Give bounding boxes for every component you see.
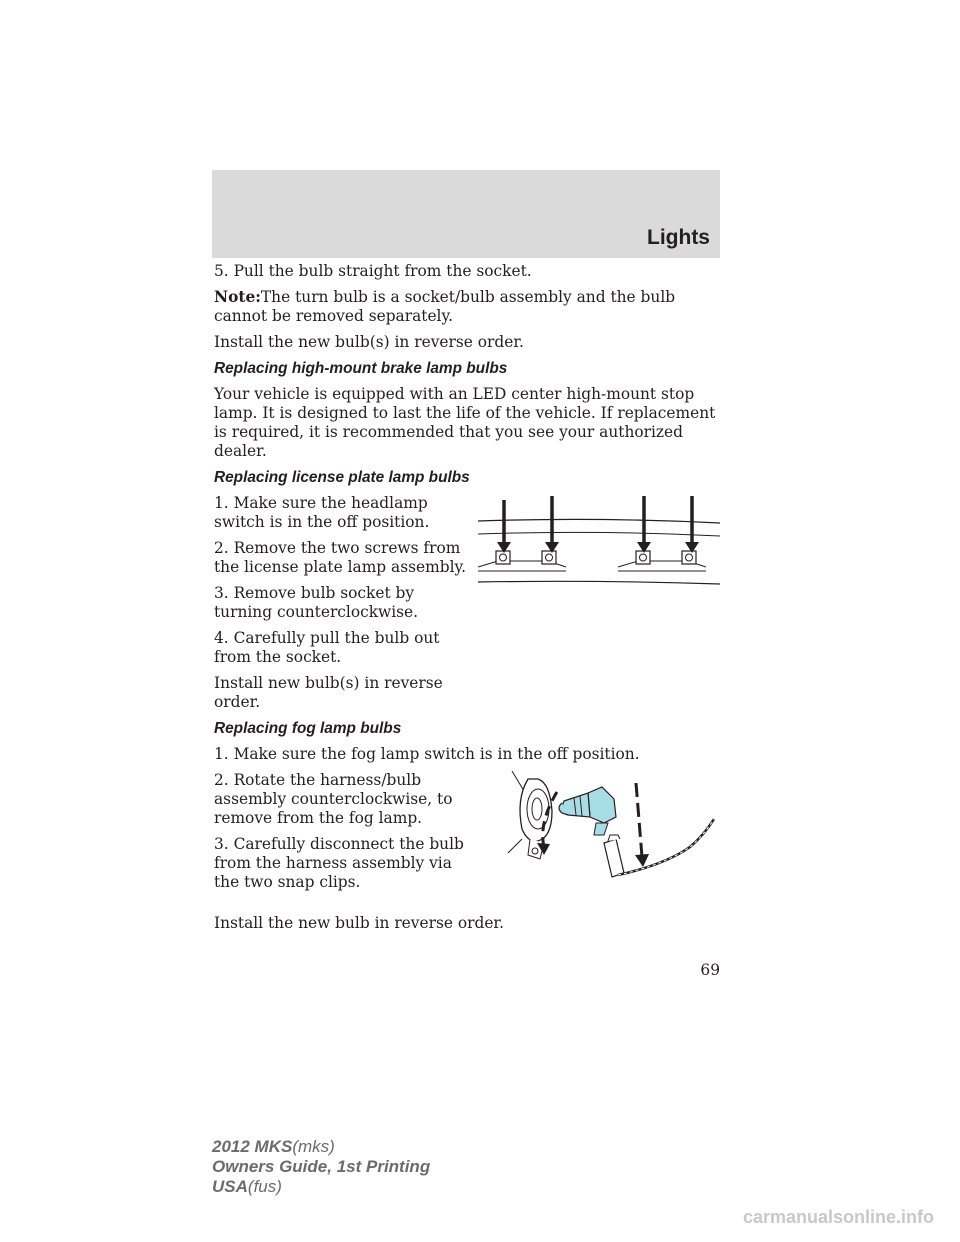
license-plate-section	[214, 494, 722, 712]
license-step: 1. Make sure the headlamp switch is in the off position.	[214, 494, 430, 531]
fog-lamp-illustration	[504, 765, 726, 895]
watermark: carmanualsonline.info	[742, 1207, 934, 1227]
fog-step: 1. Make sure the fog lamp switch is in the off position.	[214, 745, 640, 763]
footer-line-printing	[212, 1157, 430, 1177]
license-plate-lamp-illustration	[476, 492, 722, 612]
license-step: Install new bulb(s) in reverse order.	[214, 674, 443, 711]
page-content	[214, 262, 722, 940]
note-label: Note:	[214, 288, 261, 306]
heading-high-mount-brake: Replacing high-mount brake lamp bulbs	[214, 360, 508, 377]
fog-step: 2. Rotate the harness/bulb assembly counterclockwise, to remove from the fog lamp.	[214, 771, 453, 827]
footer-line-market	[212, 1177, 430, 1197]
section-title: Lights	[647, 226, 710, 249]
note-text: The turn bulb is a socket/bulb assembly and the bulb cannot be removed separately.	[214, 288, 676, 325]
footer-market-code: (fus)	[247, 1177, 282, 1196]
paragraph-pull-bulb: 5. Pull the bulb straight from the socket.	[214, 262, 532, 280]
license-step: 4. Carefully pull the bulb out from the socket.	[214, 629, 440, 666]
footer-printing: Owners Guide, 1st Printing	[212, 1157, 431, 1176]
page-number: 69	[700, 961, 720, 979]
fog-step: 3. Carefully disconnect the bulb from the harness assembly via the two snap clips.	[214, 835, 464, 891]
paragraph-high-mount: Your vehicle is equipped with an LED center high-mount stop lamp. It is designed to last the life of the vehicle. If replacement is required, it is recommended that you see your authorized dealer.	[214, 385, 716, 460]
fog-lamp-section	[214, 771, 722, 933]
note-paragraph	[214, 288, 722, 326]
section-header-band	[212, 170, 720, 258]
license-step: 3. Remove bulb socket by turning counterclockwise.	[214, 584, 419, 621]
fog-install-paragraph: Install the new bulb in reverse order.	[214, 914, 504, 932]
heading-fog-lamp: Replacing fog lamp bulbs	[214, 720, 402, 737]
license-step: 2. Remove the two screws from the license plate lamp assembly.	[214, 539, 467, 576]
footer-model: 2012 MKS	[212, 1137, 293, 1156]
footer-edition-info	[212, 1137, 430, 1197]
paragraph-install-reverse: Install the new bulb(s) in reverse order.	[214, 333, 524, 351]
footer-line-model	[212, 1137, 430, 1157]
footer-model-code: (mks)	[292, 1137, 335, 1156]
heading-license-plate: Replacing license plate lamp bulbs	[214, 469, 470, 486]
footer-market: USA	[212, 1177, 248, 1196]
